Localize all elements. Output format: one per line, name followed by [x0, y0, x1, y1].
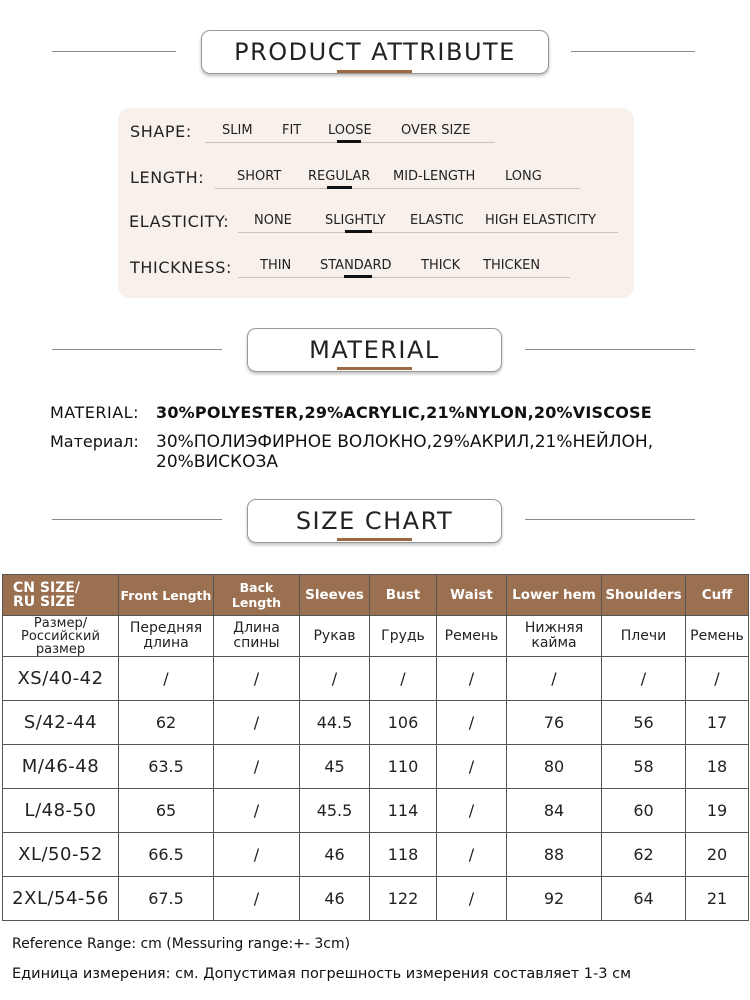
- table-cell: 17: [686, 701, 749, 745]
- table-row: [3, 789, 749, 833]
- divider-left: [52, 51, 176, 52]
- attr-option-selected: SLIGHTLY: [325, 213, 386, 228]
- attr-option: ELASTIC: [410, 213, 464, 228]
- section-title-material: MATERIAL: [247, 328, 502, 372]
- table-row: [3, 745, 749, 789]
- table-cell: 67.5: [119, 877, 214, 921]
- table-cell: 110: [370, 745, 437, 789]
- reference-note-ru: Единица измерения: см. Допустимая погрешность измерения составляет 1-3 см: [12, 966, 632, 982]
- attr-option: THICK: [421, 258, 461, 273]
- divider-right: [571, 51, 695, 52]
- header-cell: CN SIZE/ RU SIZE: [3, 575, 119, 616]
- table-cell: /: [214, 701, 300, 745]
- attr-selected-marker: [327, 186, 352, 189]
- table-row: [3, 833, 749, 877]
- table-cell: 66.5: [119, 833, 214, 877]
- table-cell: 76: [507, 701, 602, 745]
- header-cell: Shoulders: [602, 575, 686, 616]
- header-cell: Размер/ Российский размер: [3, 616, 119, 657]
- header-cell: Bust: [370, 575, 437, 616]
- table-cell: 46: [300, 833, 370, 877]
- header-cell: Плечи: [602, 616, 686, 657]
- attr-option-selected: STANDARD: [320, 258, 392, 273]
- size-cell: 2XL/54-56: [3, 877, 119, 921]
- header-cell: Lower hem: [507, 575, 602, 616]
- table-cell: /: [119, 657, 214, 701]
- material-value-ru-line1: 30%ПОЛИЭФИРНОЕ ВОЛОКНО,29%АКРИЛ,21%НЕЙЛОН,: [156, 432, 654, 452]
- header-cell: Рукав: [300, 616, 370, 657]
- attr-label-thickness: THICKNESS:: [130, 258, 232, 277]
- material-value-ru-line2: 20%ВИСКОЗА: [156, 452, 279, 472]
- title-accent-bar: [337, 70, 412, 73]
- attr-label-shape: SHAPE:: [130, 122, 192, 141]
- table-cell: /: [214, 833, 300, 877]
- attr-option: THICKEN: [483, 258, 541, 273]
- table-row: [3, 877, 749, 921]
- table-cell: /: [602, 657, 686, 701]
- attr-option: LONG: [505, 169, 542, 184]
- material-label-ru: Материал:: [50, 432, 139, 451]
- table-cell: 45.5: [300, 789, 370, 833]
- material-value-en: 30%POLYESTER,29%ACRYLIC,21%NYLON,20%VISCOSE: [156, 403, 652, 422]
- table-row: [3, 701, 749, 745]
- attribute-panel: [118, 108, 634, 298]
- table-cell: /: [437, 789, 507, 833]
- table-cell: 62: [602, 833, 686, 877]
- table-cell: 20: [686, 833, 749, 877]
- attr-underline: [238, 277, 570, 278]
- attr-option: FIT: [282, 123, 302, 138]
- header-cell: Front Length: [119, 575, 214, 616]
- table-cell: 21: [686, 877, 749, 921]
- header-cell: Sleeves: [300, 575, 370, 616]
- size-chart-table: [2, 574, 749, 921]
- table-cell: /: [214, 877, 300, 921]
- table-cell: 62: [119, 701, 214, 745]
- table-cell: 106: [370, 701, 437, 745]
- table-cell: 56: [602, 701, 686, 745]
- attr-option-selected: LOOSE: [328, 123, 372, 138]
- table-cell: 118: [370, 833, 437, 877]
- attr-option: OVER SIZE: [401, 123, 471, 138]
- header-cell: Нижняя кайма: [507, 616, 602, 657]
- title-accent-bar: [337, 367, 412, 370]
- attr-label-elasticity: ELASTICITY:: [129, 212, 230, 231]
- header-cell: Длина спины: [214, 616, 300, 657]
- title-accent-bar: [337, 538, 412, 541]
- table-cell: 18: [686, 745, 749, 789]
- table-cell: /: [214, 745, 300, 789]
- size-cell: S/42-44: [3, 701, 119, 745]
- table-cell: 80: [507, 745, 602, 789]
- attr-label-length: LENGTH:: [130, 168, 205, 187]
- header-cell: Ремень: [686, 616, 749, 657]
- table-row: [3, 657, 749, 701]
- table-cell: 63.5: [119, 745, 214, 789]
- size-cell: L/48-50: [3, 789, 119, 833]
- table-cell: /: [686, 657, 749, 701]
- table-cell: 44.5: [300, 701, 370, 745]
- attr-option: THIN: [260, 258, 292, 273]
- table-cell: /: [437, 833, 507, 877]
- table-cell: /: [437, 745, 507, 789]
- attr-option: HIGH ELASTICITY: [485, 213, 597, 228]
- attr-underline: [215, 188, 580, 189]
- size-cell: XS/40-42: [3, 657, 119, 701]
- table-cell: 46: [300, 877, 370, 921]
- attr-underline: [238, 232, 618, 233]
- reference-note-en: Reference Range: cm (Messuring range:+- 3cm): [12, 936, 351, 952]
- divider-right: [525, 519, 695, 520]
- table-cell: /: [507, 657, 602, 701]
- table-cell: /: [214, 789, 300, 833]
- attr-option: SHORT: [237, 169, 282, 184]
- table-header-ru: [3, 616, 749, 657]
- attr-selected-marker: [344, 275, 372, 278]
- divider-left: [52, 519, 222, 520]
- header-cell: Cuff: [686, 575, 749, 616]
- header-cell: Грудь: [370, 616, 437, 657]
- table-cell: 92: [507, 877, 602, 921]
- attr-option: NONE: [254, 213, 292, 228]
- table-cell: 60: [602, 789, 686, 833]
- table-cell: /: [437, 701, 507, 745]
- table-cell: 19: [686, 789, 749, 833]
- header-cell: Waist: [437, 575, 507, 616]
- table-cell: /: [370, 657, 437, 701]
- table-cell: /: [300, 657, 370, 701]
- table-cell: 58: [602, 745, 686, 789]
- attr-option-selected: REGULAR: [308, 169, 371, 184]
- size-cell: M/46-48: [3, 745, 119, 789]
- table-cell: 64: [602, 877, 686, 921]
- attr-selected-marker: [337, 140, 361, 143]
- header-cell: Ремень: [437, 616, 507, 657]
- header-cell: Передняя длина: [119, 616, 214, 657]
- table-cell: 45: [300, 745, 370, 789]
- table-cell: 122: [370, 877, 437, 921]
- table-cell: 65: [119, 789, 214, 833]
- attr-selected-marker: [345, 230, 372, 233]
- table-cell: /: [437, 877, 507, 921]
- divider-right: [525, 349, 695, 350]
- attr-option: SLIM: [222, 123, 253, 138]
- section-title-size-chart: SIZE CHART: [247, 499, 502, 543]
- section-title-attribute: PRODUCT ATTRIBUTE: [201, 30, 549, 74]
- divider-left: [52, 349, 222, 350]
- material-label-en: MATERIAL:: [50, 403, 139, 422]
- table-header-en: [3, 575, 749, 616]
- table-cell: 114: [370, 789, 437, 833]
- size-cell: XL/50-52: [3, 833, 119, 877]
- table-cell: /: [437, 657, 507, 701]
- table-cell: 88: [507, 833, 602, 877]
- header-cell: Back Length: [214, 575, 300, 616]
- table-cell: /: [214, 657, 300, 701]
- attr-option: MID-LENGTH: [393, 169, 476, 184]
- table-cell: 84: [507, 789, 602, 833]
